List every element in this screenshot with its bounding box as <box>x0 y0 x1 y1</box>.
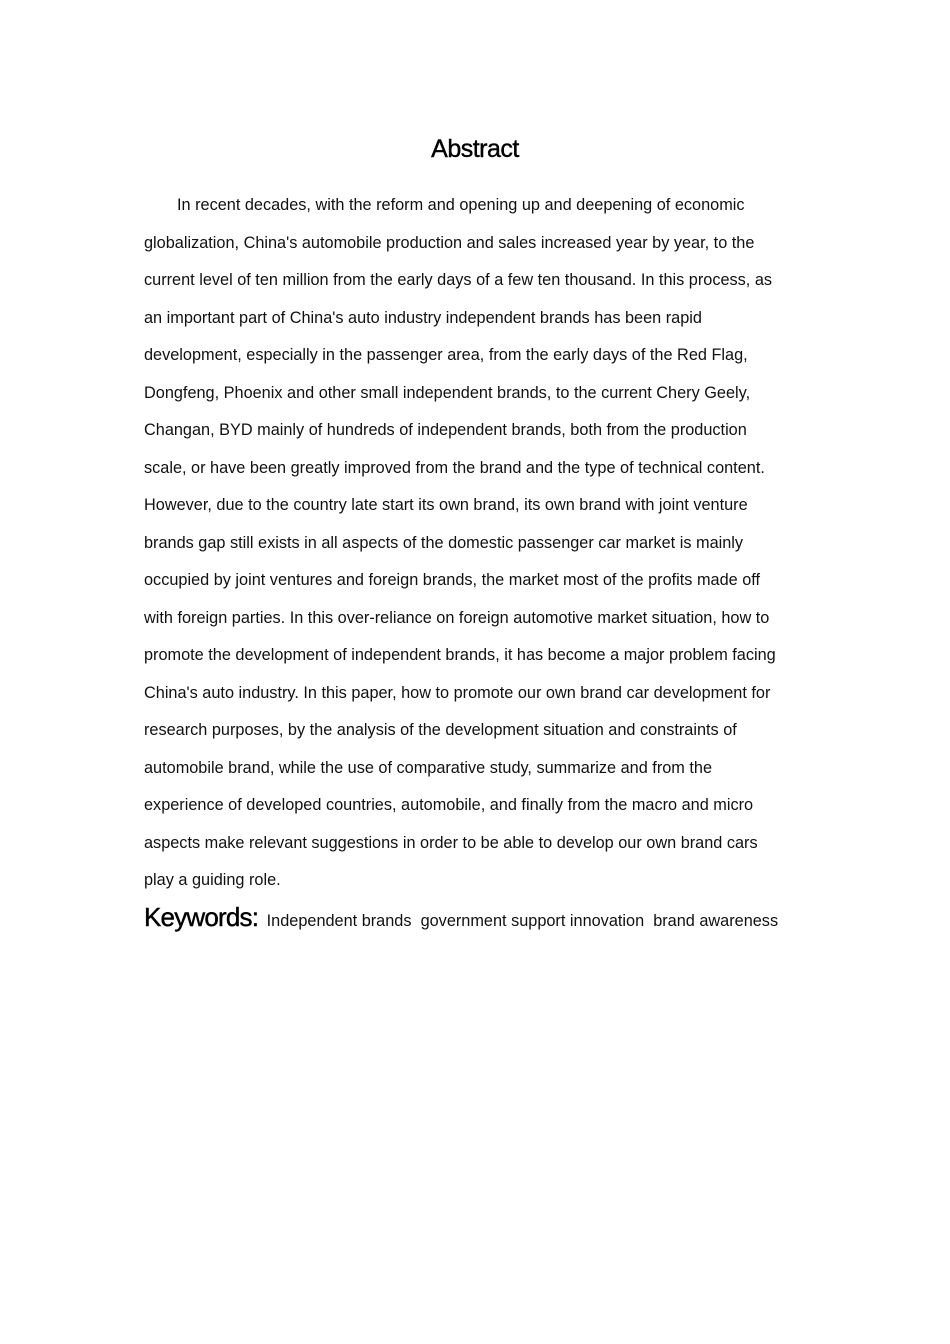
paragraph-line: promote the development of independent brands, it has become a major problem facing <box>144 646 776 664</box>
keyword: Independent brands <box>266 912 412 930</box>
keywords-list <box>267 912 778 930</box>
keyword-separator <box>644 912 653 930</box>
paragraph-line: Dongfeng, Phoenix and other small independent brands, to the current Chery Geely, <box>144 383 751 402</box>
paragraph-line: scale, or have been greatly improved from the brand and the type of technical content. <box>144 458 765 477</box>
paragraph-line: current level of ten million from the early days of a few ten thousand. In this process, as <box>144 271 773 289</box>
paragraph-line: occupied by joint ventures and foreign brands, the market most of the profits made off <box>144 571 761 589</box>
paragraph-line: research purposes, by the analysis of the development situation and constraints of <box>144 721 737 739</box>
paragraph-line: brands gap still exists in all aspects of the domestic passenger car market is mainly <box>144 533 744 552</box>
paragraph-line: automobile brand, while the use of comparative study, summarize and from the <box>144 758 713 777</box>
paragraph-line: Changan, BYD mainly of hundreds of independent brands, both from the production <box>144 421 747 439</box>
abstract-title: Abstract <box>431 135 519 163</box>
paragraph-line: However, due to the country late start its own brand, its own brand with joint venture <box>144 496 748 514</box>
keywords-label: Keywords: <box>144 902 259 932</box>
paragraph-line: China's auto industry. In this paper, how to promote our own brand car development for <box>144 683 771 702</box>
abstract-paragraph <box>144 187 814 900</box>
keyword-separator <box>412 912 421 930</box>
paragraph-line: development, especially in the passenger area, from the early days of the Red Flag, <box>144 346 748 364</box>
paragraph-line: In recent decades, with the reform and opening up and deepening of economic <box>177 196 745 214</box>
paragraph-line: an important part of China's auto industry independent brands has been rapid <box>144 308 702 327</box>
paragraph-line: play a guiding role. <box>144 871 281 889</box>
keyword: government support innovation <box>420 912 645 930</box>
paragraph-line: with foreign parties. In this over-reliance on foreign automotive market situation, how to <box>144 608 770 627</box>
paragraph-line: globalization, China's automobile production and sales increased year by year, to the <box>144 233 755 252</box>
paragraph-line: aspects make relevant suggestions in order to be able to develop our own brand cars <box>144 833 758 852</box>
keyword: brand awareness <box>653 912 779 930</box>
paragraph-line: experience of developed countries, automobile, and finally from the macro and micro <box>144 796 754 814</box>
keywords-section <box>144 902 778 933</box>
